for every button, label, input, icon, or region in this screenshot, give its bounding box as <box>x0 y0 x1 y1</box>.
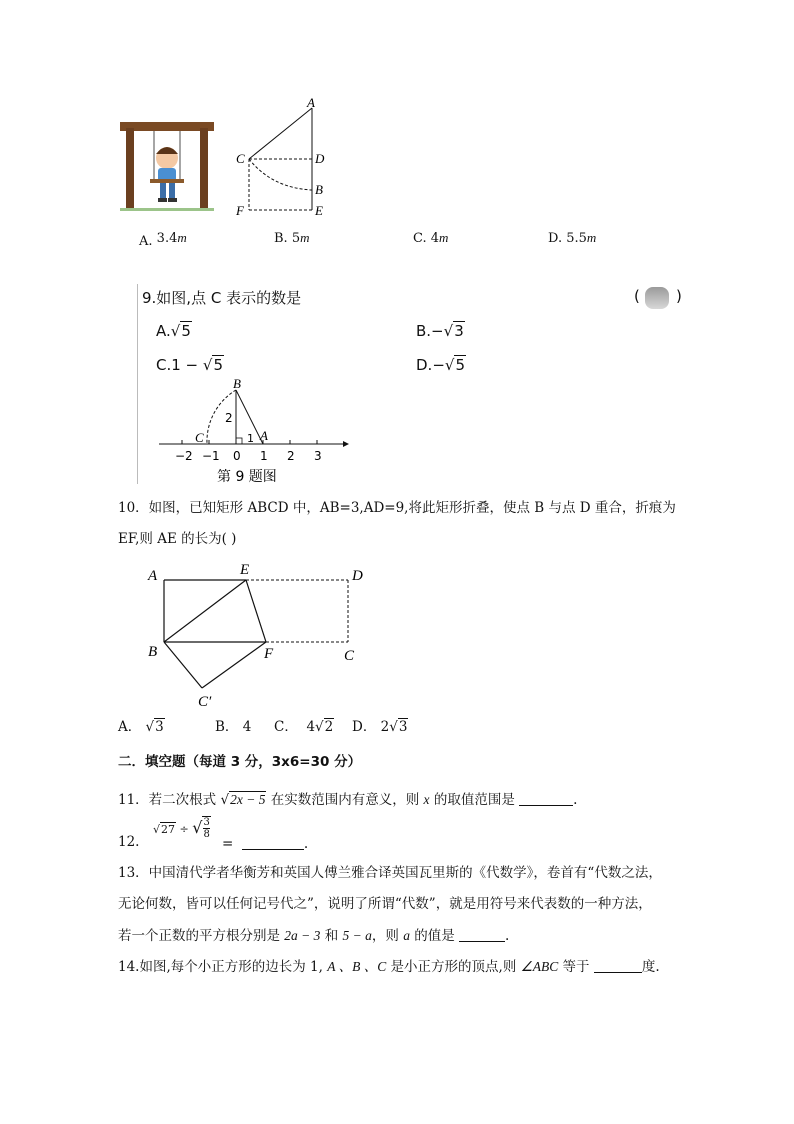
q9-option-a[interactable]: A.√5 <box>156 322 191 340</box>
q10-option-d[interactable]: D． 2√3 <box>352 719 408 735</box>
label-C-prime: C′ <box>198 694 212 710</box>
sqrt-icon: √3 <box>443 322 464 340</box>
sqrt-icon: √27 <box>153 823 176 836</box>
label-B: B <box>315 182 323 197</box>
sqrt-icon: √2x − 5 <box>220 792 266 808</box>
label-B: B <box>148 644 158 660</box>
q9-left-rule <box>137 284 138 484</box>
q13-line3: 若一个正数的平方根分别是 2a − 3 和 5 − a，则 a 的值是 . <box>118 928 510 944</box>
answer-mark-icon <box>645 287 669 309</box>
q10-line2: EF,则 AE 的长为( ) <box>118 531 237 547</box>
q12-number: 12. <box>118 834 140 850</box>
swing-left-post <box>126 128 134 210</box>
label-C: C <box>236 151 245 166</box>
q13-line1: 13．中国清代学者华衡芳和英国人傅兰雅合译英国瓦里斯的《代数学》，卷首有“代数之法， <box>118 865 662 881</box>
tick-label: −2 <box>175 449 193 463</box>
q10-rectangle-figure <box>140 560 380 710</box>
tick-label: −1 <box>202 449 220 463</box>
sqrt-icon: √5 <box>170 322 191 340</box>
q8-geometry-figure <box>232 96 332 220</box>
tick-label: 0 <box>233 449 241 463</box>
q13-line2: 无论何数，皆可以任何记号代之”，说明了所谓“代数”，就是用符号来代表数的一种方法， <box>118 896 652 912</box>
sqrt-icon: √ $\frac{3}{8}$ <box>192 817 210 840</box>
label-C: C <box>344 648 355 664</box>
swing-seat <box>150 179 184 183</box>
q9-paren-open: ( <box>634 287 640 305</box>
q10-option-b[interactable]: B． 4 <box>215 719 252 735</box>
label-D: D <box>352 568 363 584</box>
answer-blank[interactable] <box>242 837 304 850</box>
q9-paren-close: ) <box>676 287 682 305</box>
label-F: F <box>264 646 274 662</box>
section-heading: 二．填空题（每道 3 分，3x6=30 分） <box>118 754 362 770</box>
label-A: A <box>260 428 268 443</box>
swing-illustration <box>118 118 216 214</box>
sqrt-icon: √3 <box>145 719 164 735</box>
answer-blank[interactable] <box>459 929 505 942</box>
q9-number-line-figure <box>155 378 355 488</box>
q8-option-c[interactable]: C. 4m <box>413 230 449 246</box>
q10-option-c[interactable]: C． 4√2 <box>274 719 334 735</box>
q12-expression: √27 ÷ √ $\frac{3}{8}$ <box>153 817 210 840</box>
q10-option-a[interactable]: A． √3 <box>118 719 164 735</box>
q10-line1: 10．如图，已知矩形 ABCD 中，AB=3,AD=9,将此矩形折叠，使点 B 与点 D 重合，折痕为 <box>118 500 676 516</box>
tick-label: 2 <box>287 449 295 463</box>
q12-answer: = . <box>222 836 309 852</box>
label-A: A <box>148 568 158 584</box>
q8-option-d[interactable]: D. 5.5m <box>548 230 597 246</box>
q14: 14.如图,每个小正方形的边长为 1, A 、B 、C 是小正方形的顶点,则 ∠ABC 等于 度. <box>118 959 660 975</box>
q8-option-b[interactable]: B. 5m <box>274 230 310 246</box>
label-E: E <box>240 562 250 578</box>
tick-label: 1 <box>260 449 268 463</box>
sqrt-icon: √5 <box>444 356 465 374</box>
label-A: A <box>307 96 315 110</box>
answer-blank[interactable] <box>594 960 642 973</box>
swing-top-beam <box>120 122 214 131</box>
label-C: C <box>195 430 204 445</box>
label-E: E <box>315 203 323 218</box>
q9-option-b[interactable]: B.−√3 <box>416 322 464 340</box>
answer-blank[interactable] <box>519 793 573 806</box>
label-two: 2 <box>225 411 233 425</box>
label-D: D <box>315 151 325 166</box>
label-B: B <box>233 378 241 391</box>
label-F: F <box>236 203 244 218</box>
q9-option-c[interactable]: C.1 − √5 <box>156 356 223 374</box>
swing-right-post <box>200 128 208 210</box>
q11: 11．若二次根式 √2x − 5 在实数范围内有意义，则 x 的取值范围是 . <box>118 792 578 808</box>
label-one: 1 <box>247 432 254 445</box>
sqrt-icon: √3 <box>389 719 408 735</box>
q9-caption: 第 9 题图 <box>217 469 277 485</box>
q9-stem: 9.如图,点 C 表示的数是 <box>142 289 302 307</box>
tick-label: 3 <box>314 449 322 463</box>
sqrt-icon: √5 <box>202 356 223 374</box>
sqrt-icon: √2 <box>315 719 334 735</box>
q8-option-a[interactable]: A. 3.4m <box>139 230 187 249</box>
q9-option-d[interactable]: D.−√5 <box>416 356 465 374</box>
